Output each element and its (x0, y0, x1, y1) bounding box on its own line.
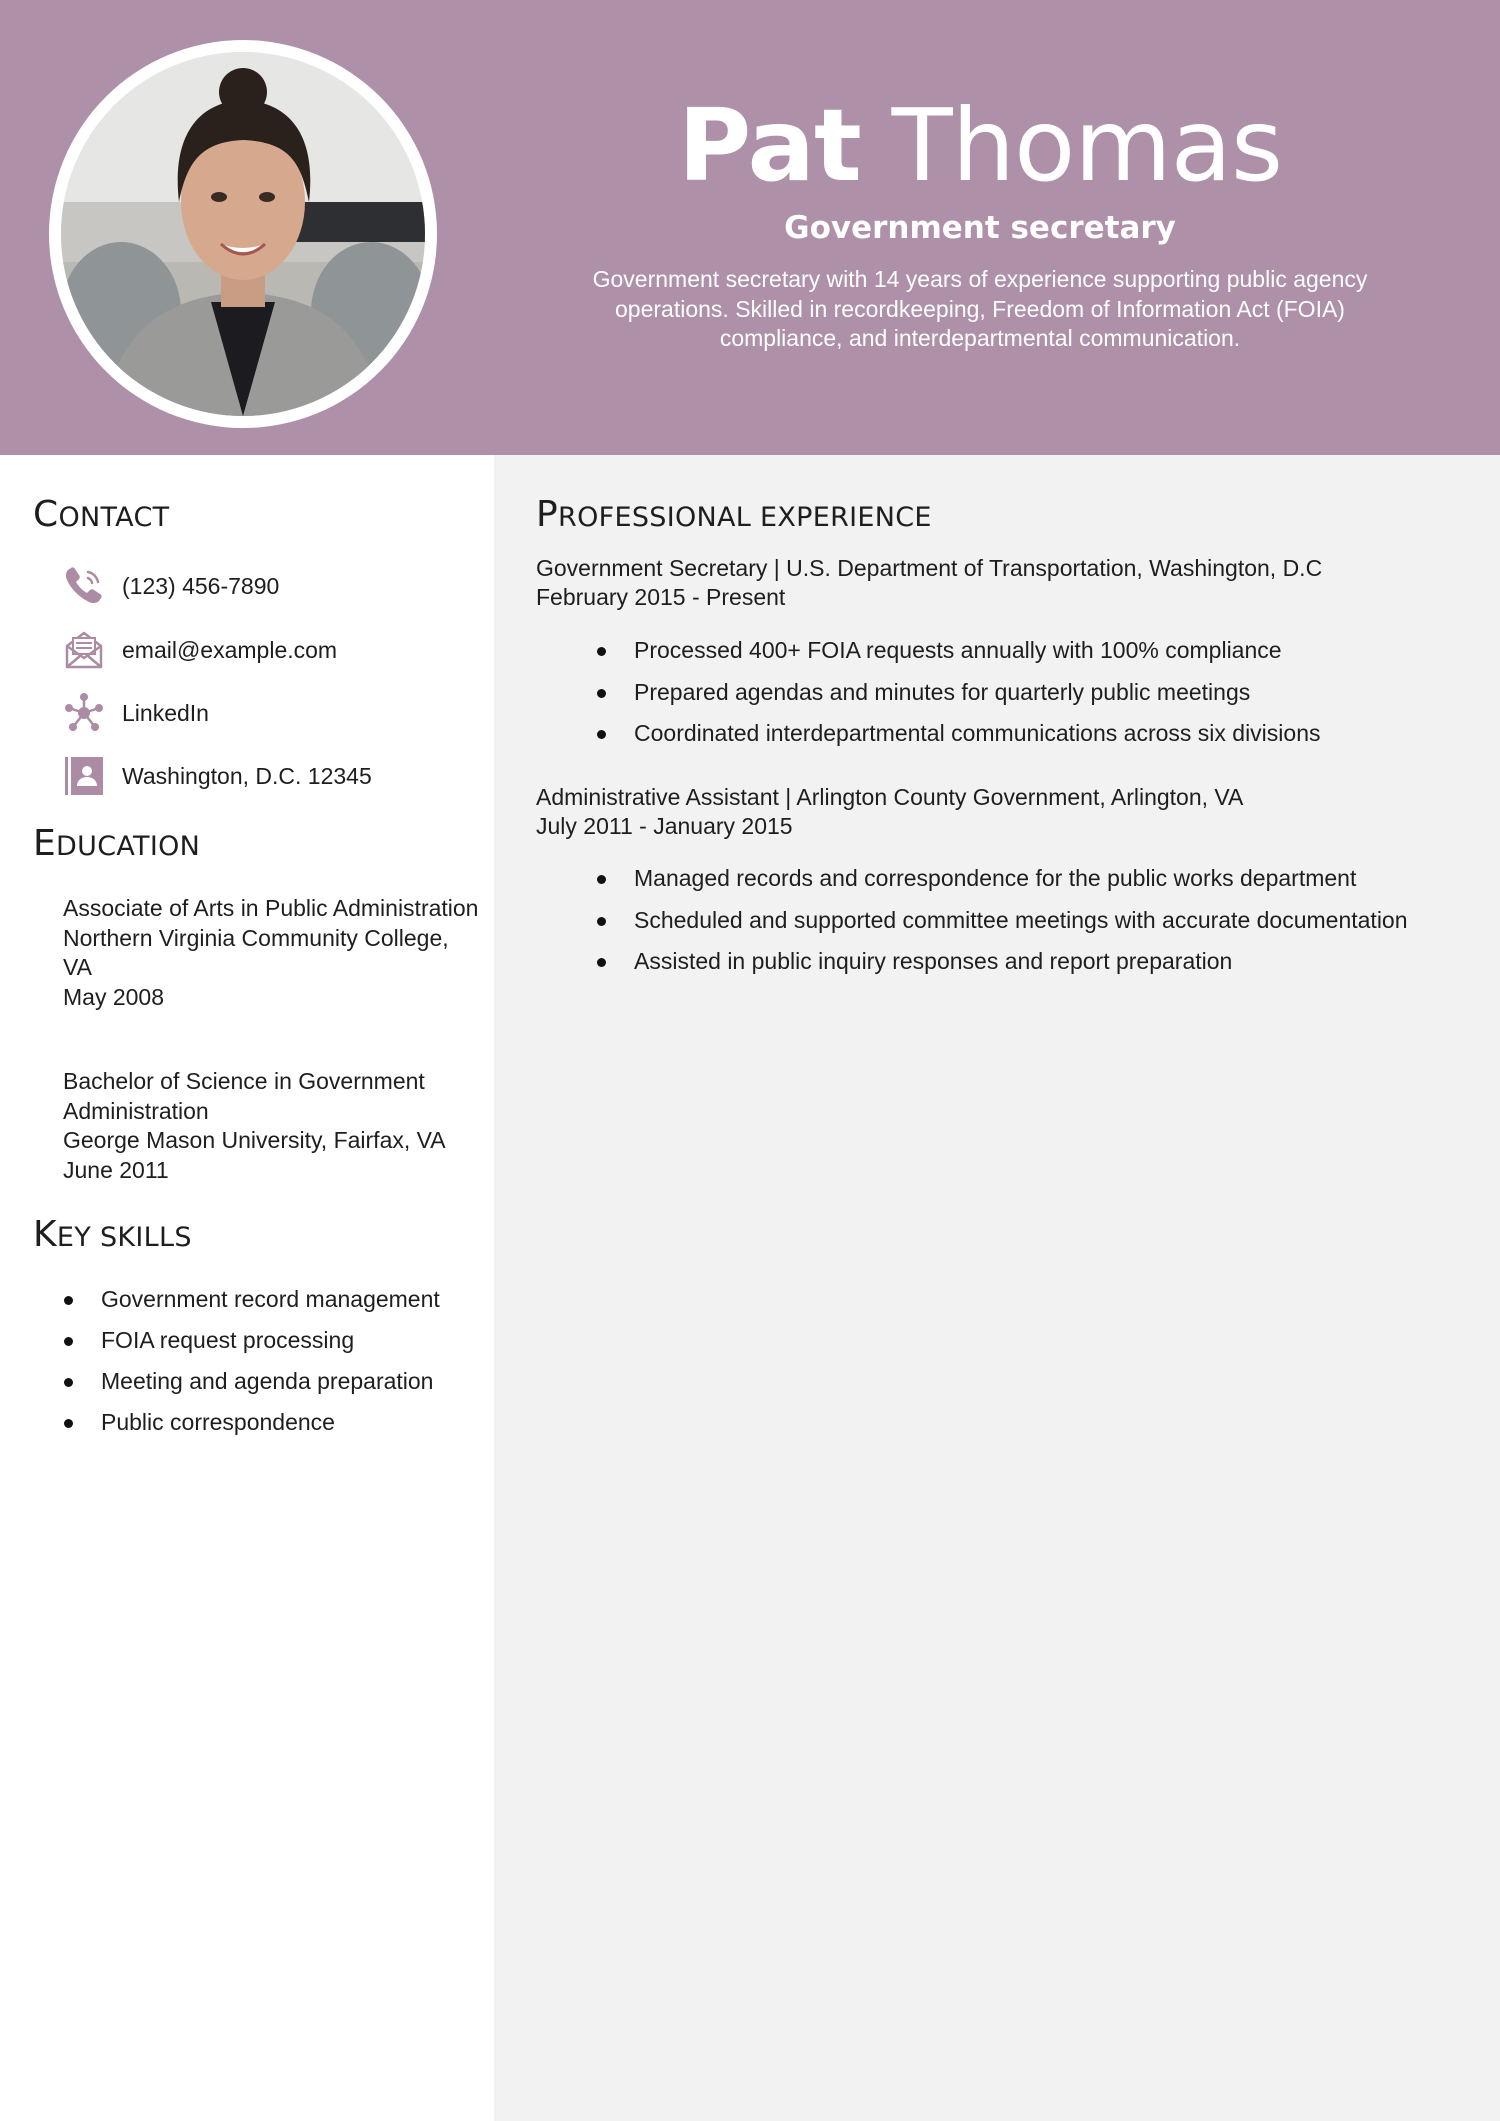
degree: Bachelor of Science in Government Administration (63, 1068, 425, 1124)
last-name: Thomas (891, 87, 1283, 204)
professional-summary: Government secretary with 14 years of experience supporting public agency operations. Skilled in recordkeeping, Freedom of Information Act (FOIA) compliance, and interdepartmental communication. (592, 266, 1368, 351)
contact-heading: CONTACT (33, 494, 170, 535)
contact-address[interactable] (62, 754, 462, 798)
job-title-line: Government Secretary | U.S. Department of Transportation, Washington, D.C (536, 555, 1323, 581)
profile-photo-frame (49, 40, 437, 428)
list-item: Scheduled and supported committee meetings with accurate documentation (596, 906, 1476, 936)
first-name: Pat (677, 87, 861, 204)
school: Northern Virginia Community College, VA (63, 924, 449, 980)
list-item: Meeting and agenda preparation (63, 1367, 483, 1397)
job-dates: July 2011 - January 2015 (536, 813, 793, 839)
list-item: Processed 400+ FOIA requests annually with 100% compliance (596, 636, 1476, 666)
address-card-icon (62, 754, 106, 798)
header-banner (0, 0, 1500, 455)
phone-icon (62, 564, 106, 608)
job-header (536, 783, 1476, 841)
skills-list (63, 1285, 483, 1449)
email-icon (62, 628, 106, 672)
education-entry (63, 894, 483, 1012)
list-item: Prepared agendas and minutes for quarterly public meetings (596, 678, 1476, 708)
school: George Mason University, Fairfax, VA (63, 1127, 446, 1153)
skills-heading: KEY SKILLS (33, 1214, 192, 1255)
list-item: FOIA request processing (63, 1326, 483, 1356)
job-dates: February 2015 - Present (536, 584, 786, 610)
experience-heading: PROFESSIONAL EXPERIENCE (536, 494, 932, 535)
list-item: Assisted in public inquiry responses and report preparation (596, 947, 1476, 977)
job-header (536, 554, 1476, 612)
contact-phone-text: (123) 456-7890 (122, 573, 280, 599)
contact-address-text: Washington, D.C. 12345 (122, 763, 372, 789)
list-item: Public correspondence (63, 1408, 483, 1438)
profile-photo (61, 52, 425, 416)
list-item: Government record management (63, 1285, 483, 1315)
contact-email-text: email@example.com (122, 637, 338, 663)
contact-email[interactable] (62, 628, 462, 672)
contact-linkedin[interactable] (62, 691, 462, 735)
education-heading: EDUCATION (33, 823, 201, 864)
job-duties-list (596, 636, 1476, 761)
education-entry (63, 1067, 483, 1185)
graduation-date: June 2011 (63, 1156, 169, 1183)
job-duties-list (596, 864, 1476, 989)
list-item: Managed records and correspondence for the public works department (596, 864, 1476, 894)
linkedin-network-icon (62, 691, 106, 735)
candidate-name (570, 86, 1390, 206)
job-title-line: Administrative Assistant | Arlington County Government, Arlington, VA (536, 784, 1244, 810)
list-item: Coordinated interdepartmental communications across six divisions (596, 719, 1476, 749)
contact-phone[interactable] (62, 564, 462, 608)
contact-linkedin-text: LinkedIn (122, 700, 209, 726)
job-title: Government secretary (784, 210, 1176, 246)
graduation-date: May 2008 (63, 983, 165, 1010)
degree: Associate of Arts in Public Administration (63, 895, 479, 921)
